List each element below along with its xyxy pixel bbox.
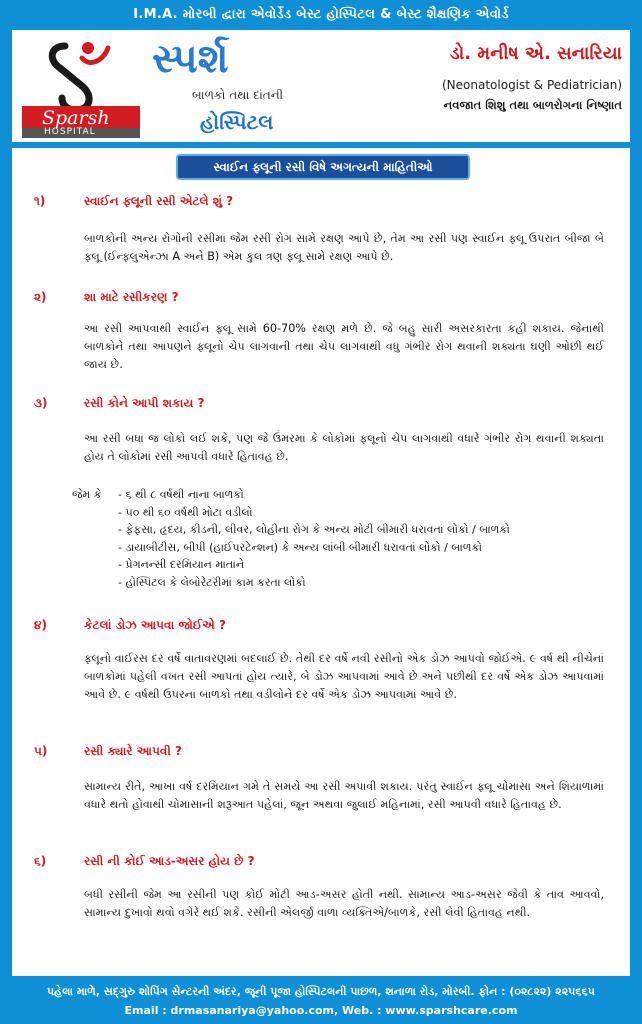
list-item: - ડાયાબીટીસ, બીપી (હાઈપરટેન્શન) કે અન્ય લાંબી બીમારી ધરાવતાં લોકો / બાળકો (118, 540, 482, 554)
doctor-specialty: નવજાત શિશુ તથા બાળરોગના નિષ્ણાત (443, 98, 622, 112)
doctor-name: ડો. મનીષ એ. સનારિયા (449, 43, 622, 64)
question-4 (34, 618, 226, 633)
question-2 (34, 290, 179, 305)
question-number: ૧) (34, 194, 46, 208)
footer (0, 980, 642, 1024)
logo-brand: Sparsh (42, 107, 110, 129)
footer-address: પહેલા માળે, સદ્‌ગુરુ શોપિંગ સેન્ટરની અંદર, જૂની પૂજા હોસ્પિટલની પાછળ, શનાળા રોડ, મોરબી. ફોન : (૦૨૮૨૨) ૨૨૫૬૬૫ (47, 985, 595, 998)
answer-2: આ રસી આપવાથી સ્વાઈન ફ્લૂ સામે 60-70% રક્ષણ મળે છે. જે બહુ સારી અસરકારતા કહી શકાય. જેનાથી બાળકોને તથા આપણને ફ્લૂનો ચેપ લાગવાની તથા ચેપ લાગવાથી વધુ ગંભીર રોગ થવાની શક્યતા ઘણી ઓછી થઈ જાય છે. (84, 322, 604, 371)
question-text: રસી ની કોઈ આડ-અસર હોય છે ? (84, 854, 255, 868)
question-5 (34, 744, 182, 759)
question-text: રસી કોને આપી શકાય ? (84, 396, 205, 410)
hospital-logo (20, 38, 142, 138)
hospital-name: સ્પર્શ (152, 35, 229, 82)
footer-contact: Email : drmasanariya@yahoo.com, Web. : www.sparshcare.com (124, 1004, 518, 1017)
list-lead: જેમ કે (72, 488, 102, 501)
award-banner: I.M.A. મોરબી દ્વારા એવોર્ડેડ બેસ્ટ હોસ્પિટલ & બેસ્ટ શૈક્ષણિક એવોર્ડ (133, 7, 509, 22)
answer-5: સામાન્ય રીતે, આખા વર્ષ દરમિયાન ગમે તે સમયે આ રસી અપાવી શકાય. પરંતુ સ્વાઈન ફ્લૂ ચોમાસા અને શિયાળામાં વધારે થતો હોવાથી ચોમાસાની શરૂઆત પહેલાં, જૂન અથવા જુલાઈ મહિનામાં, રસી આપવી વધારે હિતાવહ છે. (84, 780, 604, 811)
list-item: - ૬ થી ૮ વર્ષથી નાના બાળકો (118, 488, 244, 501)
logo-sub: HOSPITAL (44, 127, 96, 137)
doctor-degree: (Neonatologist & Pediatrician) (442, 78, 622, 92)
question-number: ૬) (34, 854, 47, 868)
answer-6: બધી રસીની જેમ આ રસીની પણ કોઈ મોટી આડ-અસર હોતી નથી. સામાન્ય આડ-અસર જેવી કે તાવ આવવો, સામાન્ય દુખાવો થવો વગેરે થઈ શકે. રસીની એલર્જી વાળા વ્યક્તિએ/બાળકે, રસી લેવી હિતાવહ નથી. (84, 888, 604, 919)
header (12, 30, 630, 142)
question-number: ૨) (34, 290, 47, 304)
question-1 (34, 194, 233, 209)
list-item: - પ્રેગનન્સી દરમિયાન માતાને (118, 558, 245, 572)
answer-4: ફ્લૂનો વાઈરસ દર વર્ષે વાતાવરણમાં બદલાઈ છે. તેથી દર વર્ષે નવી રસીનો એક ડોઝ આપવો જોઈએ. ૯ વર્ષ થી નીચેનાં બાળકોમાં પહેલી વખત રસી આપતાં હોય ત્યારે, બે ડોઝ આપવામાં આવે છે અને પછીથી દર વર્ષે એક ડોઝ આપવામાં આવે છે. ૯ વર્ષથી ઉપરનાં બાળકો તથા વડીલોને દર વર્ષે એક ડોઝ આપવામાં આવે છે. (84, 652, 604, 701)
doctor-info (362, 40, 622, 113)
hospital-subtitle: બાળકો તથા દાંતની (192, 88, 284, 102)
list-item: - ફેફસા, હૃદય, કીડની, લીવર, લોહીના રોગ કે અન્ય મોટી બીમારી ધરાવતાં લોકો / બાળકો (118, 523, 510, 537)
main-content (12, 148, 630, 976)
question-3 (34, 396, 204, 411)
document-title: સ્વાઈન ફ્લૂની રસી વિષે અગત્યની માહિતીઓ (176, 154, 470, 180)
question-text: શા માટે રસીકરણ ? (84, 290, 179, 304)
list-item: - હોસ્પિટલ કે લેબોરેટરીમાં કામ કરતા લોકો (118, 575, 306, 589)
list-item: - ૫૦ થી ૬૦ વર્ષથી મોટા વડીલો (118, 505, 253, 519)
question-text: રસી ક્યારે આપવી ? (84, 744, 182, 758)
hospital-name-block (152, 36, 352, 140)
question-number: ૫) (34, 744, 48, 758)
question-text: સ્વાઈન ફ્લૂની રસી એટલે શું ? (84, 194, 234, 208)
answer-3: આ રસી બધાં જ લોકો લઈ શકે, પણ જે ઉંમરમાં કે લોકોમાં ફ્લૂનો ચેપ લાગવાથી વધારે ગંભીર રોગ થવાની શક્યતા હોય તે લોકોમાં રસી આપવી વધારે હિતાવહ છે. (84, 432, 604, 463)
question-text: કેટલાં ડોઝ આપવા જોઈએ ? (84, 618, 226, 632)
question-number: ૩) (34, 396, 48, 410)
answer-1: બાળકોની અન્ય રોગોની રસીમાં જેમ રસી રોગ સામે રક્ષણ આપે છે, તેમ આ રસી પણ સ્વાઈન ફ્લૂ ઉપરાંત બીજા બે ફ્લૂ (ઈન્ફ્લુએન્ઝા A અને B) એમ કુલ ત્રણ ફ્લૂ સામે રક્ષણ આપે છે. (84, 232, 604, 263)
eligible-list (72, 486, 510, 592)
question-6 (34, 854, 255, 869)
question-number: ૪) (34, 618, 47, 632)
hospital-type: હોસ્પિટલ (200, 110, 274, 134)
